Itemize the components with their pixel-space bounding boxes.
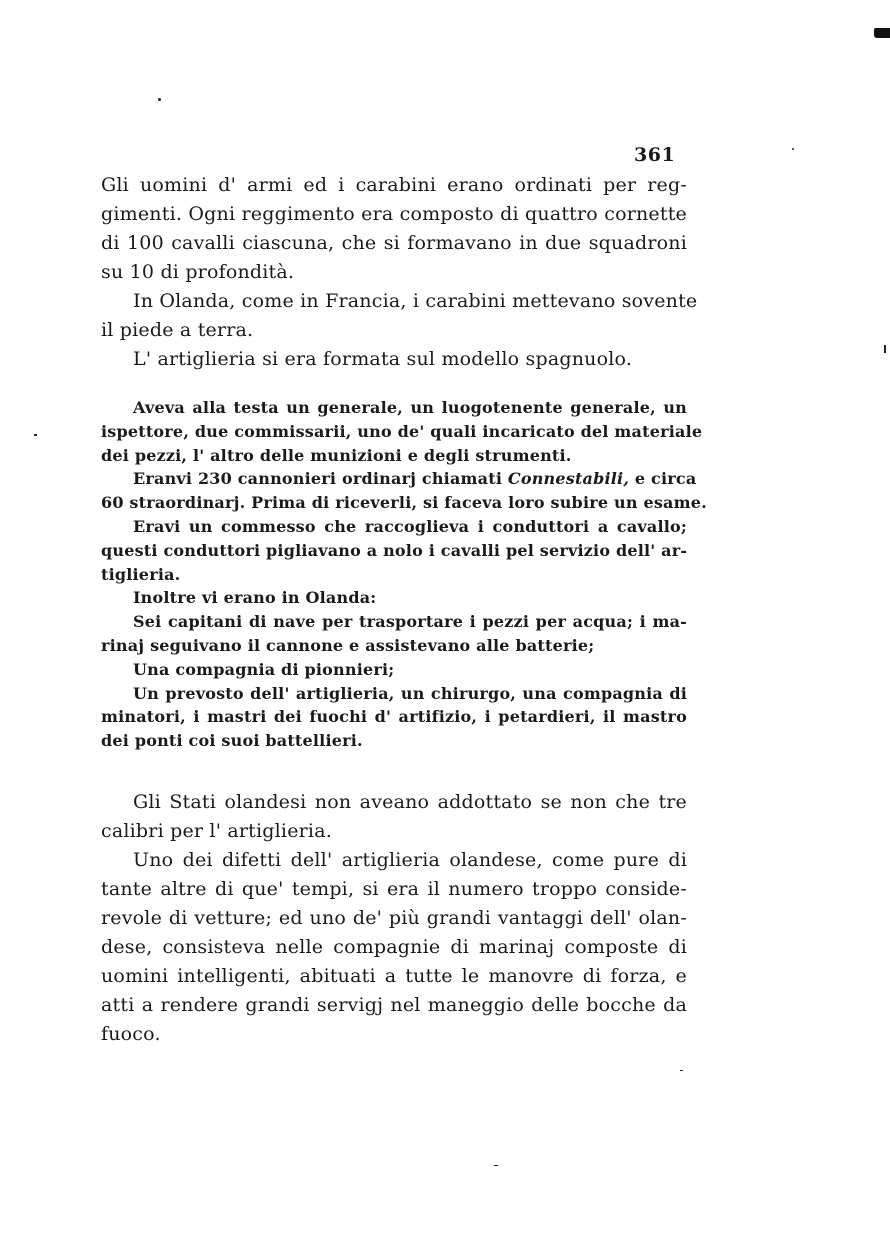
text-line: tiglieria. [101, 564, 181, 584]
text-line: su 10 di profondità. [101, 261, 295, 283]
speck [792, 148, 794, 150]
text-line: Una compagnia di pionnieri; [133, 659, 395, 679]
text-line: uomini intelligenti, abituati a tutte le manovre di forza, e [101, 965, 687, 987]
text-line: tante altre di que' tempi, si era il numero troppo conside- [101, 878, 687, 900]
text-line: Inoltre vi erano in Olanda: [133, 588, 377, 608]
corner-mark [874, 28, 890, 38]
italic-term: Connestabili, [507, 469, 630, 489]
paragraph-block-1 [101, 171, 698, 374]
text-line: rinaj seguivano il cannone e assistevano alle batterie; [101, 635, 595, 655]
speck [34, 434, 37, 436]
speck [494, 1165, 498, 1166]
text-line: Aveva alla testa un generale, un luogotenente generale, un [133, 398, 687, 417]
text-line: L' artiglieria si era formata sul modello spagnuolo. [133, 348, 633, 370]
text-line: di 100 cavalli ciascuna, che si formavano in due squadroni [101, 232, 687, 254]
text-fragment: Eranvi 230 cannonieri ordinarj chiamati [133, 469, 503, 489]
text-line: Sei capitani di nave per trasportare i pezzi per acqua; i ma- [133, 612, 687, 632]
text-line: questi conduttori pigliavano a nolo i cavalli pel servizio dell' ar- [101, 540, 688, 560]
text-line [101, 467, 697, 491]
text-line: fuoco. [101, 1023, 161, 1045]
speck [884, 345, 886, 353]
paragraph-block-2 [101, 396, 707, 753]
text-line: dei ponti coi suoi battellieri. [101, 731, 363, 751]
text-line: In Olanda, come in Francia, i carabini mettevano sovente [133, 290, 698, 312]
text-line: Uno dei difetti dell' artiglieria olandese, come pure di [133, 849, 687, 871]
text-line: Gli uomini d' armi ed i carabini erano ordinati per reg- [101, 174, 687, 196]
page-number: 361 [634, 144, 676, 166]
paragraph-block-3 [101, 788, 687, 1049]
text-line: Eravi un commesso che raccoglieva i conduttori a cavallo; [133, 516, 687, 536]
text-line: Un prevosto dell' artiglieria, un chirurgo, una compagnia di [133, 683, 687, 703]
text-line: Gli Stati olandesi non aveano addottato se non che tre [133, 791, 687, 813]
text-line: ispettore, due commissarii, uno de' quali incaricato del materiale [101, 421, 703, 441]
text-line: gimenti. Ogni reggimento era composto di quattro cornette [101, 203, 687, 225]
text-line: revole di vetture; ed uno de' più grandi vantaggi dell' olan- [101, 907, 687, 929]
text-fragment: e circa [634, 469, 697, 489]
text-line: atti a rendere grandi servigj nel maneggio delle bocche da [101, 994, 687, 1016]
text-line: minatori, i mastri dei fuochi d' artifizio, i petardieri, il mastro [101, 707, 687, 727]
text-line: dese, consisteva nelle compagnie di marinaj composte di [101, 936, 687, 958]
text-line: dei pezzi, l' altro delle munizioni e degli strumenti. [101, 445, 572, 465]
speck [158, 98, 161, 101]
text-line: 60 straordinarj. Prima di riceverli, si faceva loro subire un esame. [101, 493, 707, 513]
speck [680, 1070, 683, 1071]
text-line: calibri per l' artiglieria. [101, 820, 332, 842]
text-line: il piede a terra. [101, 319, 254, 341]
